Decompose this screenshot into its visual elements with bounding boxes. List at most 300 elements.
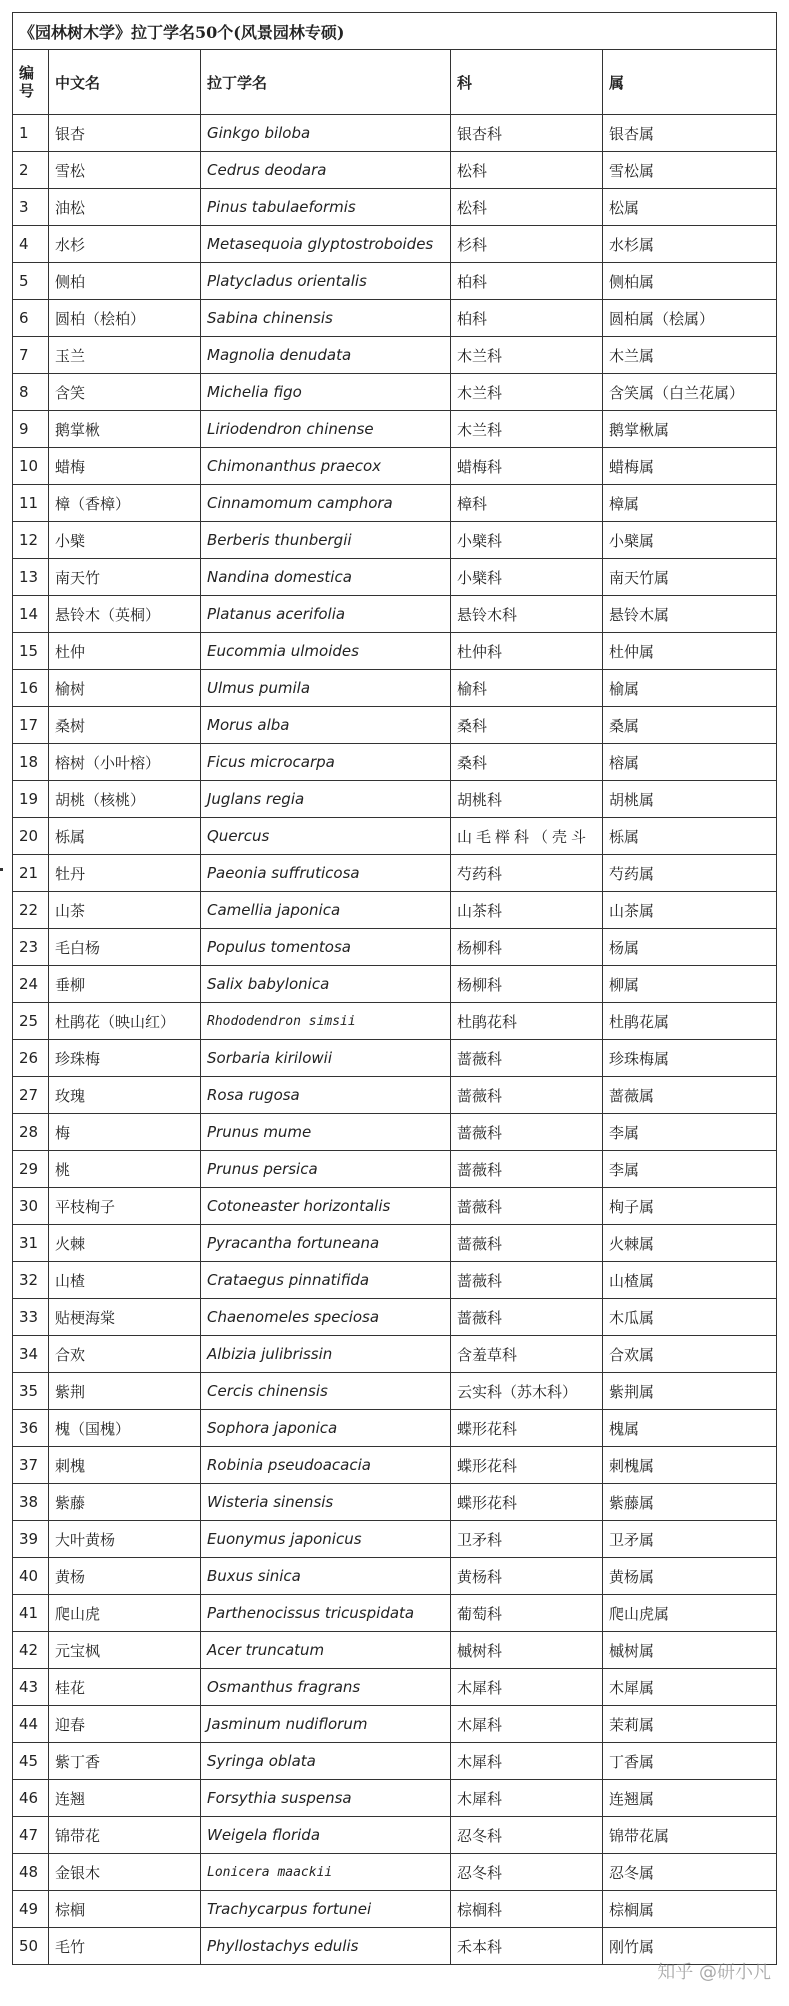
genus-cell: 刺槐属 <box>603 1447 777 1484</box>
table-row <box>13 1743 777 1780</box>
family-cell: 小檗科 <box>451 522 603 559</box>
latin-name-cell: Ficus microcarpa <box>201 744 451 781</box>
genus-cell: 蔷薇属 <box>603 1077 777 1114</box>
chinese-name-cell: 小檗 <box>49 522 201 559</box>
family-cell: 桑科 <box>451 707 603 744</box>
document-title: 《园林树木学》拉丁学名50个(风景园林专硕) <box>13 13 777 50</box>
row-number: 42 <box>13 1632 49 1669</box>
table-row <box>13 226 777 263</box>
row-number: 20 <box>13 818 49 855</box>
latin-name-cell: Albizia julibrissin <box>201 1336 451 1373</box>
genus-cell: 柳属 <box>603 966 777 1003</box>
chinese-name-cell: 玉兰 <box>49 337 201 374</box>
table-row <box>13 1225 777 1262</box>
row-number: 10 <box>13 448 49 485</box>
family-cell: 蔷薇科 <box>451 1114 603 1151</box>
family-cell: 卫矛科 <box>451 1521 603 1558</box>
genus-cell: 爬山虎属 <box>603 1595 777 1632</box>
genus-cell: 珍珠梅属 <box>603 1040 777 1077</box>
family-cell: 忍冬科 <box>451 1817 603 1854</box>
header-genus: 属 <box>603 50 777 115</box>
latin-name-cell: Berberis thunbergii <box>201 522 451 559</box>
genus-cell: 刚竹属 <box>603 1928 777 1965</box>
family-cell: 含羞草科 <box>451 1336 603 1373</box>
genus-cell: 紫藤属 <box>603 1484 777 1521</box>
row-number: 4 <box>13 226 49 263</box>
genus-cell: 杨属 <box>603 929 777 966</box>
chinese-name-cell: 胡桃（核桃） <box>49 781 201 818</box>
row-number: 35 <box>13 1373 49 1410</box>
table-row <box>13 1632 777 1669</box>
table-row <box>13 448 777 485</box>
table-row <box>13 1299 777 1336</box>
chinese-name-cell: 紫藤 <box>49 1484 201 1521</box>
latin-name-cell: Rhododendron simsii <box>201 1003 451 1040</box>
table-row <box>13 1040 777 1077</box>
latin-name-cell: Euonymus japonicus <box>201 1521 451 1558</box>
table-row <box>13 1854 777 1891</box>
table-row <box>13 1780 777 1817</box>
latin-name-cell: Forsythia suspensa <box>201 1780 451 1817</box>
chinese-name-cell: 榆树 <box>49 670 201 707</box>
table-row <box>13 1891 777 1928</box>
table-row <box>13 1373 777 1410</box>
family-cell: 芍药科 <box>451 855 603 892</box>
genus-cell: 樟属 <box>603 485 777 522</box>
row-number: 21 <box>13 855 49 892</box>
latin-name-cell: Parthenocissus tricuspidata <box>201 1595 451 1632</box>
row-number: 28 <box>13 1114 49 1151</box>
chinese-name-cell: 大叶黄杨 <box>49 1521 201 1558</box>
chinese-name-cell: 油松 <box>49 189 201 226</box>
genus-cell: 锦带花属 <box>603 1817 777 1854</box>
row-number: 45 <box>13 1743 49 1780</box>
chinese-name-cell: 桃 <box>49 1151 201 1188</box>
chinese-name-cell: 火棘 <box>49 1225 201 1262</box>
family-cell: 悬铃木科 <box>451 596 603 633</box>
table-row <box>13 300 777 337</box>
chinese-name-cell: 圆柏（桧柏） <box>49 300 201 337</box>
row-number: 37 <box>13 1447 49 1484</box>
family-cell: 云实科（苏木科） <box>451 1373 603 1410</box>
row-number: 9 <box>13 411 49 448</box>
genus-cell: 丁香属 <box>603 1743 777 1780</box>
chinese-name-cell: 蜡梅 <box>49 448 201 485</box>
table-row <box>13 1188 777 1225</box>
family-cell: 葡萄科 <box>451 1595 603 1632</box>
family-cell: 桑科 <box>451 744 603 781</box>
latin-name-cell: Morus alba <box>201 707 451 744</box>
genus-cell: 棕榈属 <box>603 1891 777 1928</box>
latin-name-cell: Prunus persica <box>201 1151 451 1188</box>
family-cell: 木犀科 <box>451 1706 603 1743</box>
family-cell: 蔷薇科 <box>451 1151 603 1188</box>
table-row <box>13 1558 777 1595</box>
genus-cell: 黄杨属 <box>603 1558 777 1595</box>
chinese-name-cell: 毛竹 <box>49 1928 201 1965</box>
genus-cell: 桑属 <box>603 707 777 744</box>
table-row <box>13 1447 777 1484</box>
chinese-name-cell: 棕榈 <box>49 1891 201 1928</box>
table-row <box>13 1410 777 1447</box>
chinese-name-cell: 桑树 <box>49 707 201 744</box>
chinese-name-cell: 合欢 <box>49 1336 201 1373</box>
family-cell: 杉科 <box>451 226 603 263</box>
genus-cell: 槐属 <box>603 1410 777 1447</box>
table-row <box>13 1817 777 1854</box>
genus-cell: 侧柏属 <box>603 263 777 300</box>
family-cell: 杜仲科 <box>451 633 603 670</box>
chinese-name-cell: 珍珠梅 <box>49 1040 201 1077</box>
family-cell: 木犀科 <box>451 1743 603 1780</box>
genus-cell: 卫矛属 <box>603 1521 777 1558</box>
row-number: 39 <box>13 1521 49 1558</box>
chinese-name-cell: 杜仲 <box>49 633 201 670</box>
table-row <box>13 966 777 1003</box>
genus-cell: 银杏属 <box>603 115 777 152</box>
genus-cell: 雪松属 <box>603 152 777 189</box>
genus-cell: 芍药属 <box>603 855 777 892</box>
chinese-name-cell: 贴梗海棠 <box>49 1299 201 1336</box>
chinese-name-cell: 刺槐 <box>49 1447 201 1484</box>
family-cell: 银杏科 <box>451 115 603 152</box>
family-cell: 忍冬科 <box>451 1854 603 1891</box>
row-number: 24 <box>13 966 49 1003</box>
latin-name-cell: Cedrus deodara <box>201 152 451 189</box>
chinese-name-cell: 爬山虎 <box>49 1595 201 1632</box>
row-number: 22 <box>13 892 49 929</box>
table-row <box>13 929 777 966</box>
row-number: 8 <box>13 374 49 411</box>
family-cell: 木兰科 <box>451 411 603 448</box>
table-row <box>13 115 777 152</box>
row-number: 41 <box>13 1595 49 1632</box>
chinese-name-cell: 樟（香樟） <box>49 485 201 522</box>
chinese-name-cell: 悬铃木（英桐） <box>49 596 201 633</box>
genus-cell: 山茶属 <box>603 892 777 929</box>
family-cell: 杨柳科 <box>451 966 603 1003</box>
family-cell: 槭树科 <box>451 1632 603 1669</box>
genus-cell: 杜仲属 <box>603 633 777 670</box>
latin-names-document <box>12 12 776 1965</box>
table-row <box>13 152 777 189</box>
genus-cell: 火棘属 <box>603 1225 777 1262</box>
row-number: 29 <box>13 1151 49 1188</box>
table-row <box>13 1484 777 1521</box>
table-row <box>13 818 777 855</box>
header-row <box>13 50 777 115</box>
genus-cell: 李属 <box>603 1114 777 1151</box>
table-row <box>13 1595 777 1632</box>
table-row <box>13 189 777 226</box>
row-number: 34 <box>13 1336 49 1373</box>
row-number: 2 <box>13 152 49 189</box>
latin-name-cell: Paeonia suffruticosa <box>201 855 451 892</box>
header-chinese-name: 中文名 <box>49 50 201 115</box>
family-cell: 杨柳科 <box>451 929 603 966</box>
row-number: 7 <box>13 337 49 374</box>
family-cell: 蔷薇科 <box>451 1225 603 1262</box>
family-cell: 禾本科 <box>451 1928 603 1965</box>
genus-cell: 木犀属 <box>603 1669 777 1706</box>
row-number: 25 <box>13 1003 49 1040</box>
latin-name-cell: Cinnamomum camphora <box>201 485 451 522</box>
genus-cell: 鹅掌楸属 <box>603 411 777 448</box>
latin-name-cell: Pinus tabulaeformis <box>201 189 451 226</box>
family-cell: 蝶形花科 <box>451 1410 603 1447</box>
genus-cell: 连翘属 <box>603 1780 777 1817</box>
latin-name-cell: Quercus <box>201 818 451 855</box>
family-cell: 樟科 <box>451 485 603 522</box>
family-cell: 蔷薇科 <box>451 1077 603 1114</box>
table-row <box>13 374 777 411</box>
chinese-name-cell: 连翘 <box>49 1780 201 1817</box>
table-body <box>13 115 777 1965</box>
latin-name-cell: Osmanthus fragrans <box>201 1669 451 1706</box>
chinese-name-cell: 榕树（小叶榕） <box>49 744 201 781</box>
latin-name-cell: Salix babylonica <box>201 966 451 1003</box>
latin-name-cell: Eucommia ulmoides <box>201 633 451 670</box>
latin-name-cell: Lonicera maackii <box>201 1854 451 1891</box>
latin-name-cell: Michelia figo <box>201 374 451 411</box>
genus-cell: 榆属 <box>603 670 777 707</box>
table-row <box>13 633 777 670</box>
chinese-name-cell: 桂花 <box>49 1669 201 1706</box>
chinese-name-cell: 黄杨 <box>49 1558 201 1595</box>
latin-name-cell: Ginkgo biloba <box>201 115 451 152</box>
margin-mark <box>0 868 3 871</box>
row-number: 27 <box>13 1077 49 1114</box>
latin-name-cell: Sorbaria kirilowii <box>201 1040 451 1077</box>
genus-cell: 木兰属 <box>603 337 777 374</box>
row-number: 50 <box>13 1928 49 1965</box>
row-number: 6 <box>13 300 49 337</box>
latin-name-cell: Camellia japonica <box>201 892 451 929</box>
latin-name-cell: Acer truncatum <box>201 1632 451 1669</box>
family-cell: 柏科 <box>451 263 603 300</box>
table-row <box>13 707 777 744</box>
table-row <box>13 670 777 707</box>
latin-name-cell: Metasequoia glyptostroboides <box>201 226 451 263</box>
genus-cell: 茉莉属 <box>603 1706 777 1743</box>
row-number: 18 <box>13 744 49 781</box>
row-number: 13 <box>13 559 49 596</box>
genus-cell: 杜鹃花属 <box>603 1003 777 1040</box>
table-row <box>13 337 777 374</box>
row-number: 32 <box>13 1262 49 1299</box>
row-number: 16 <box>13 670 49 707</box>
latin-name-cell: Pyracantha fortuneana <box>201 1225 451 1262</box>
chinese-name-cell: 含笑 <box>49 374 201 411</box>
family-cell: 杜鹃花科 <box>451 1003 603 1040</box>
genus-cell: 山楂属 <box>603 1262 777 1299</box>
genus-cell: 栒子属 <box>603 1188 777 1225</box>
chinese-name-cell: 侧柏 <box>49 263 201 300</box>
family-cell: 蔷薇科 <box>451 1040 603 1077</box>
latin-name-cell: Cercis chinensis <box>201 1373 451 1410</box>
chinese-name-cell: 梅 <box>49 1114 201 1151</box>
family-cell: 蜡梅科 <box>451 448 603 485</box>
latin-name-cell: Magnolia denudata <box>201 337 451 374</box>
chinese-name-cell: 鹅掌楸 <box>49 411 201 448</box>
latin-name-cell: Rosa rugosa <box>201 1077 451 1114</box>
family-cell: 木兰科 <box>451 337 603 374</box>
row-number: 30 <box>13 1188 49 1225</box>
table-row <box>13 1151 777 1188</box>
chinese-name-cell: 锦带花 <box>49 1817 201 1854</box>
latin-name-cell: Phyllostachys edulis <box>201 1928 451 1965</box>
table-row <box>13 855 777 892</box>
row-number: 47 <box>13 1817 49 1854</box>
family-cell: 蝶形花科 <box>451 1484 603 1521</box>
latin-name-cell: Sabina chinensis <box>201 300 451 337</box>
genus-cell: 槭树属 <box>603 1632 777 1669</box>
latin-name-cell: Robinia pseudoacacia <box>201 1447 451 1484</box>
table-row <box>13 411 777 448</box>
chinese-name-cell: 山茶 <box>49 892 201 929</box>
table-row <box>13 1077 777 1114</box>
genus-cell: 松属 <box>603 189 777 226</box>
family-cell: 木犀科 <box>451 1669 603 1706</box>
table-row <box>13 263 777 300</box>
table-row <box>13 1336 777 1373</box>
genus-cell: 小檗属 <box>603 522 777 559</box>
family-cell: 小檗科 <box>451 559 603 596</box>
title-row <box>13 13 777 50</box>
family-cell: 胡桃科 <box>451 781 603 818</box>
family-cell: 松科 <box>451 189 603 226</box>
table-row <box>13 1521 777 1558</box>
latin-name-cell: Platanus acerifolia <box>201 596 451 633</box>
latin-name-cell: Prunus mume <box>201 1114 451 1151</box>
watermark: 知乎 @研小凡 <box>657 1962 771 1983</box>
family-cell: 棕榈科 <box>451 1891 603 1928</box>
chinese-name-cell: 槐（国槐） <box>49 1410 201 1447</box>
latin-name-cell: Jasminum nudiflorum <box>201 1706 451 1743</box>
header-family: 科 <box>451 50 603 115</box>
chinese-name-cell: 山楂 <box>49 1262 201 1299</box>
genus-cell: 栎属 <box>603 818 777 855</box>
genus-cell: 榕属 <box>603 744 777 781</box>
row-number: 31 <box>13 1225 49 1262</box>
family-cell: 山茶科 <box>451 892 603 929</box>
row-number: 12 <box>13 522 49 559</box>
chinese-name-cell: 雪松 <box>49 152 201 189</box>
genus-cell: 悬铃木属 <box>603 596 777 633</box>
row-number: 5 <box>13 263 49 300</box>
latin-name-cell: Crataegus pinnatifida <box>201 1262 451 1299</box>
table-row <box>13 744 777 781</box>
row-number: 48 <box>13 1854 49 1891</box>
row-number: 3 <box>13 189 49 226</box>
chinese-name-cell: 迎春 <box>49 1706 201 1743</box>
chinese-name-cell: 水杉 <box>49 226 201 263</box>
family-cell: 蔷薇科 <box>451 1188 603 1225</box>
row-number: 44 <box>13 1706 49 1743</box>
row-number: 14 <box>13 596 49 633</box>
latin-name-cell: Juglans regia <box>201 781 451 818</box>
chinese-name-cell: 元宝枫 <box>49 1632 201 1669</box>
latin-name-cell: Syringa oblata <box>201 1743 451 1780</box>
row-number: 26 <box>13 1040 49 1077</box>
row-number: 33 <box>13 1299 49 1336</box>
family-cell: 黄杨科 <box>451 1558 603 1595</box>
table-row <box>13 596 777 633</box>
table-row <box>13 559 777 596</box>
genus-cell: 南天竹属 <box>603 559 777 596</box>
chinese-name-cell: 紫荆 <box>49 1373 201 1410</box>
chinese-name-cell: 平枝栒子 <box>49 1188 201 1225</box>
row-number: 49 <box>13 1891 49 1928</box>
latin-name-cell: Buxus sinica <box>201 1558 451 1595</box>
family-cell: 山毛榉科（壳斗 <box>451 818 603 855</box>
header-number: 编号 <box>13 50 49 115</box>
genus-cell: 合欢属 <box>603 1336 777 1373</box>
chinese-name-cell: 栎属 <box>49 818 201 855</box>
row-number: 19 <box>13 781 49 818</box>
chinese-name-cell: 南天竹 <box>49 559 201 596</box>
latin-name-cell: Sophora japonica <box>201 1410 451 1447</box>
chinese-name-cell: 杜鹃花（映山红） <box>49 1003 201 1040</box>
row-number: 11 <box>13 485 49 522</box>
family-cell: 柏科 <box>451 300 603 337</box>
table-row <box>13 1114 777 1151</box>
table-row <box>13 892 777 929</box>
genus-cell: 李属 <box>603 1151 777 1188</box>
latin-name-cell: Platycladus orientalis <box>201 263 451 300</box>
row-number: 36 <box>13 1410 49 1447</box>
row-number: 38 <box>13 1484 49 1521</box>
table-row <box>13 485 777 522</box>
latin-name-cell: Chaenomeles speciosa <box>201 1299 451 1336</box>
family-cell: 榆科 <box>451 670 603 707</box>
genus-cell: 蜡梅属 <box>603 448 777 485</box>
header-latin-name: 拉丁学名 <box>201 50 451 115</box>
latin-name-cell: Populus tomentosa <box>201 929 451 966</box>
genus-cell: 忍冬属 <box>603 1854 777 1891</box>
row-number: 1 <box>13 115 49 152</box>
row-number: 17 <box>13 707 49 744</box>
latin-name-cell: Ulmus pumila <box>201 670 451 707</box>
table-row <box>13 1669 777 1706</box>
genus-cell: 圆柏属（桧属） <box>603 300 777 337</box>
genus-cell: 水杉属 <box>603 226 777 263</box>
latin-name-cell: Weigela florida <box>201 1817 451 1854</box>
chinese-name-cell: 银杏 <box>49 115 201 152</box>
chinese-name-cell: 金银木 <box>49 1854 201 1891</box>
chinese-name-cell: 玫瑰 <box>49 1077 201 1114</box>
family-cell: 蔷薇科 <box>451 1299 603 1336</box>
row-number: 43 <box>13 1669 49 1706</box>
table-row <box>13 1706 777 1743</box>
table-row <box>13 522 777 559</box>
row-number: 23 <box>13 929 49 966</box>
table-row <box>13 1262 777 1299</box>
row-number: 40 <box>13 1558 49 1595</box>
family-cell: 木兰科 <box>451 374 603 411</box>
genus-cell: 胡桃属 <box>603 781 777 818</box>
chinese-name-cell: 紫丁香 <box>49 1743 201 1780</box>
row-number: 46 <box>13 1780 49 1817</box>
family-cell: 松科 <box>451 152 603 189</box>
family-cell: 蔷薇科 <box>451 1262 603 1299</box>
family-cell: 蝶形花科 <box>451 1447 603 1484</box>
genus-cell: 紫荆属 <box>603 1373 777 1410</box>
chinese-name-cell: 垂柳 <box>49 966 201 1003</box>
table-row <box>13 1928 777 1965</box>
chinese-name-cell: 毛白杨 <box>49 929 201 966</box>
family-cell: 木犀科 <box>451 1780 603 1817</box>
